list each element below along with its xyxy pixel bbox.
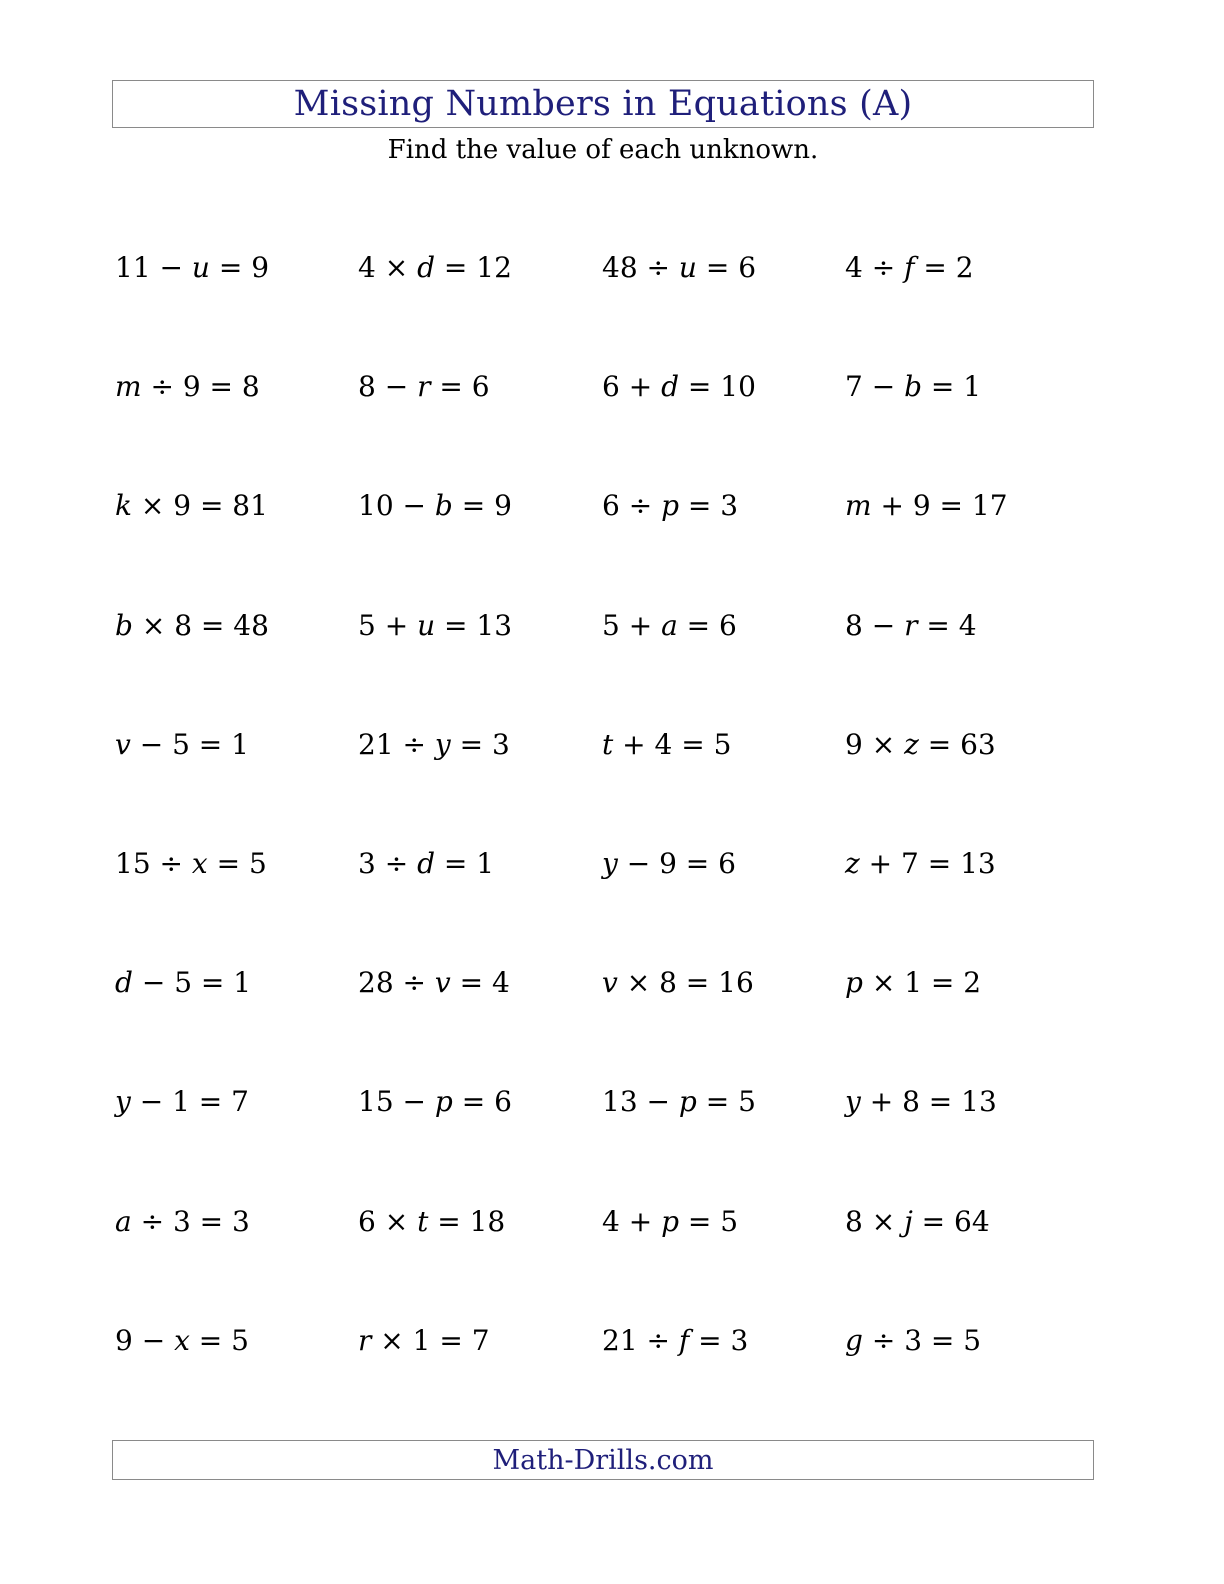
equation: 8 − r = 6 [358, 370, 490, 403]
equation: 4 ÷ f = 2 [845, 251, 974, 284]
title-box [112, 80, 1094, 128]
equation-row [115, 722, 1095, 768]
equation: 4 + p = 5 [602, 1205, 739, 1238]
worksheet-title: Missing Numbers in Equations (A) [293, 83, 913, 124]
equation: k × 9 = 81 [115, 489, 268, 522]
equation: y − 1 = 7 [115, 1085, 249, 1118]
equation-row [115, 364, 1095, 410]
equation: p × 1 = 2 [845, 966, 982, 999]
equation: 8 − r = 4 [845, 609, 977, 642]
equation-row [115, 483, 1095, 529]
equation: 48 ÷ u = 6 [602, 251, 757, 284]
equation: 10 − b = 9 [358, 489, 512, 522]
equation: a ÷ 3 = 3 [115, 1205, 250, 1238]
equation: 21 ÷ y = 3 [358, 728, 510, 761]
equation: 13 − p = 5 [602, 1085, 756, 1118]
equation: m ÷ 9 = 8 [115, 370, 260, 403]
equation: 11 − u = 9 [115, 251, 270, 284]
equation: 28 ÷ v = 4 [358, 966, 510, 999]
instructions: Find the value of each unknown. [387, 135, 819, 165]
equation: v × 8 = 16 [602, 966, 754, 999]
equation: 5 + u = 13 [358, 609, 513, 642]
equation: 6 × t = 18 [358, 1205, 506, 1238]
equation-row [115, 1079, 1095, 1125]
equation-row [115, 1318, 1095, 1364]
equation: b × 8 = 48 [115, 609, 269, 642]
equation: y − 9 = 6 [602, 847, 736, 880]
equation-grid [115, 245, 1095, 1385]
equation: 6 + d = 10 [602, 370, 756, 403]
equation: 7 − b = 1 [845, 370, 982, 403]
equation: 3 ÷ d = 1 [358, 847, 495, 880]
equation: 9 × z = 63 [845, 728, 996, 761]
equation: 21 ÷ f = 3 [602, 1324, 749, 1357]
equation: 5 + a = 6 [602, 609, 737, 642]
footer-box [112, 1440, 1094, 1480]
equation: d − 5 = 1 [115, 966, 252, 999]
equation: r × 1 = 7 [358, 1324, 490, 1357]
equation: 15 ÷ x = 5 [115, 847, 267, 880]
equation: 15 − p = 6 [358, 1085, 512, 1118]
equation: 8 × j = 64 [845, 1205, 990, 1238]
equation: t + 4 = 5 [602, 728, 732, 761]
equation: g ÷ 3 = 5 [845, 1324, 982, 1357]
equation: v − 5 = 1 [115, 728, 249, 761]
equation: m + 9 = 17 [845, 489, 1008, 522]
equation: y + 8 = 13 [845, 1085, 997, 1118]
equation: 6 ÷ p = 3 [602, 489, 739, 522]
equation: 9 − x = 5 [115, 1324, 249, 1357]
equation: 4 × d = 12 [358, 251, 512, 284]
equation-row [115, 245, 1095, 291]
equation-row [115, 841, 1095, 887]
site-footer: Math-Drills.com [492, 1444, 714, 1476]
equation-row [115, 1199, 1095, 1245]
equation-row [115, 603, 1095, 649]
equation-row [115, 960, 1095, 1006]
equation: z + 7 = 13 [845, 847, 996, 880]
